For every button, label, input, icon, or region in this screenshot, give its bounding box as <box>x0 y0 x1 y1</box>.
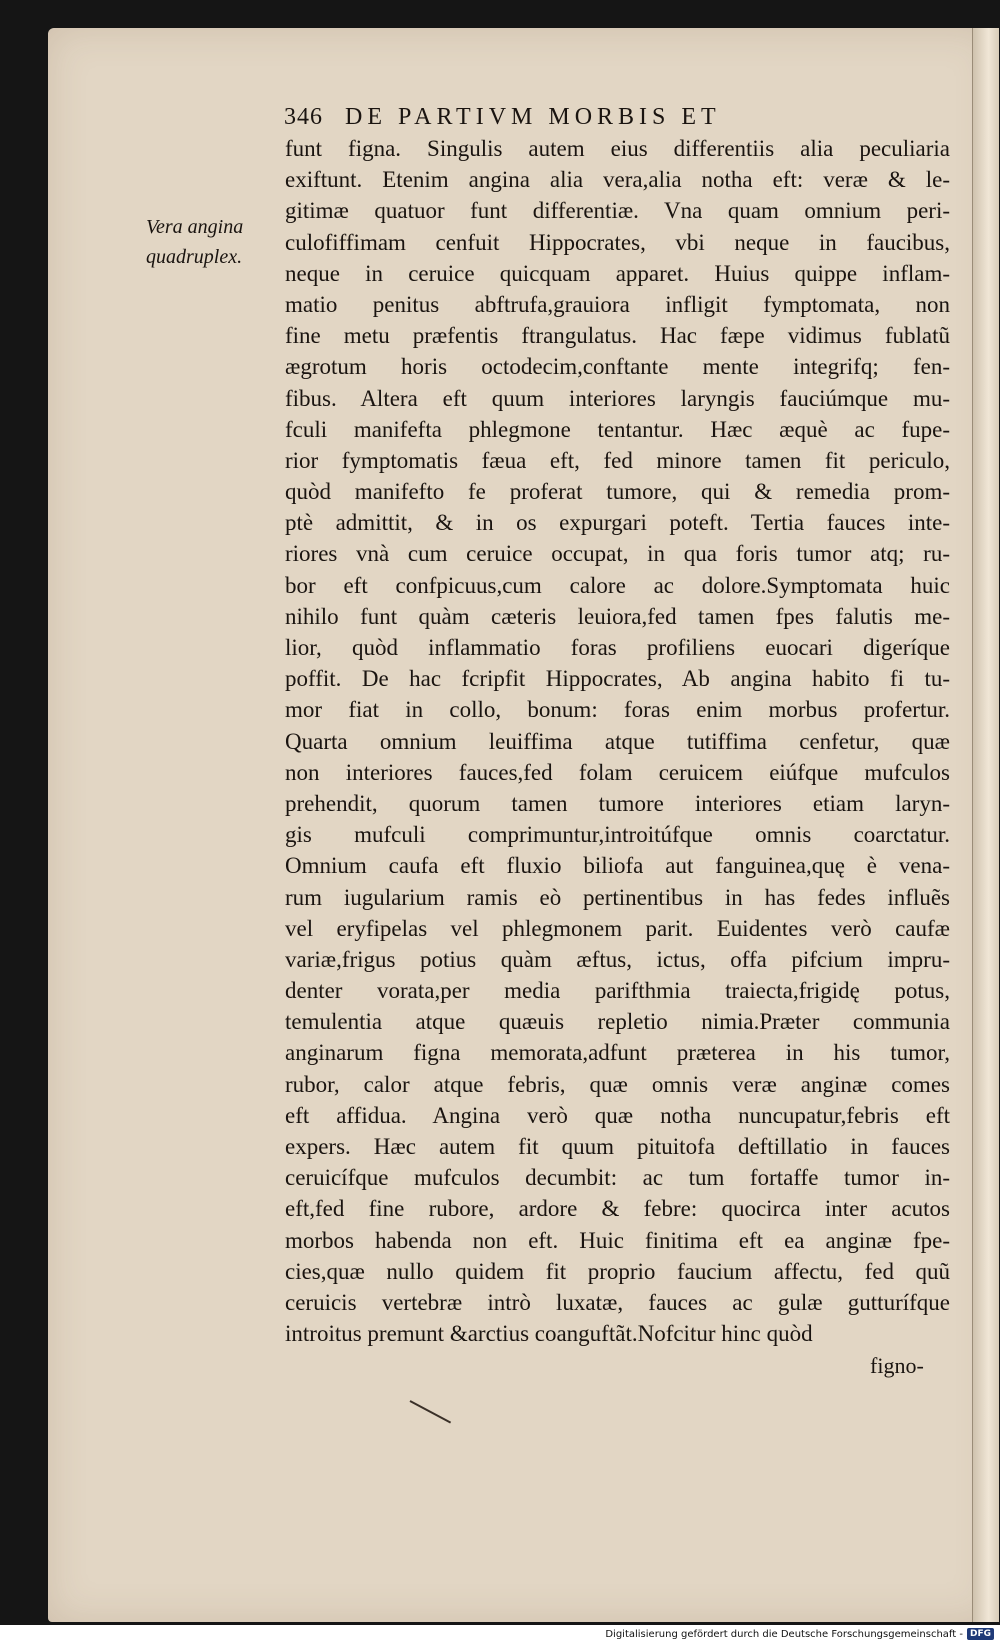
text-line: fibus. Altera eft quum interiores laryngis fauciúmque mu- <box>285 385 950 411</box>
text-line: lior, quòd inflammatio foras profiliens euocari digeríque <box>285 635 950 660</box>
text-line: quòd manifefto fe proferat tumore, qui & remedia prom- <box>285 479 950 505</box>
text-line: variæ,frigus potius quàm æftus, ictus, offa pifcium impru- <box>285 946 950 972</box>
text-line: gis mufculi comprimuntur,introitúfque omnis coarctatur. <box>285 822 950 848</box>
text-line: rior fymptomatis fæua eft, fed minore tamen fit periculo, <box>285 447 950 473</box>
text-line: ptè admittit, & in os expurgari poteft. Tertia fauces inte- <box>285 510 950 536</box>
catchword: figno- <box>870 1353 924 1378</box>
text-line: poffit. De hac fcripfit Hippocrates, Ab angina habito fi tu- <box>285 666 950 692</box>
text-line: fculi manifefta phlegmone tentantur. Hæc æquè ac fupe- <box>285 416 950 442</box>
margin-note-line: Vera angina <box>146 216 244 238</box>
text-line: anginarum figna memorata,adfunt præterea in his tumor, <box>285 1040 950 1066</box>
dfg-logo: DFG <box>967 1628 994 1640</box>
running-title: DE PARTIVM MORBIS ET <box>345 104 721 130</box>
body-text <box>285 133 950 1349</box>
text-line: prehendit, quorum tamen tumore interiores etiam laryn- <box>285 790 950 816</box>
text-line: fine metu præfentis ftrangulatus. Hac fæpe vidimus fublatũ <box>285 323 950 349</box>
text-line: neque in ceruice quicquam apparet. Huius quippe inflam- <box>285 260 950 286</box>
text-line: rum iugularium ramis eò pertinentibus in has fedes influẽs <box>285 884 950 910</box>
page-number: 346 <box>284 104 323 130</box>
text-line: exiftunt. Etenim angina alia vera,alia notha eft: veræ & le- <box>285 167 950 193</box>
text-line: nihilo funt quàm cæteris leuiora,fed tamen fpes falutis me- <box>285 603 950 629</box>
text-line: morbos habenda non eft. Huic finitima eft ea anginæ fpe- <box>285 1227 950 1253</box>
text-line: vel eryfipelas vel phlegmonem parit. Euidentes verò caufæ <box>285 915 950 941</box>
text-line: ceruicis vertebræ intrò luxatæ, fauces ac gulæ gutturífque <box>285 1289 950 1315</box>
text-line: expers. Hæc autem fit quum pituitofa deftillatio in fauces <box>285 1134 950 1159</box>
text-line: rubor, calor atque febris, quæ omnis veræ anginæ comes <box>285 1071 950 1097</box>
text-line: riores vnà cum ceruice occupat, in qua foris tumor atq; ru- <box>285 541 950 567</box>
text-line: matio penitus abftrufa,grauiora infligit fymptomata, non <box>285 291 950 317</box>
text-line: Omnium caufa eft fluxio biliofa aut fanguinea,quę è vena- <box>285 853 950 879</box>
text-line: eft affidua. Angina verò quæ notha nuncupatur,febris eft <box>285 1102 950 1128</box>
text-line: cies,quæ nullo quidem fit proprio faucium affectu, fed quũ <box>285 1258 950 1284</box>
text-line: denter vorata,per media parifthmia traiecta,frigidę potus, <box>285 978 950 1004</box>
margin-note <box>146 212 243 272</box>
text-line: gitimæ quatuor funt differentiæ. Vna quam omnium peri- <box>285 198 950 224</box>
running-header <box>284 104 954 131</box>
text-line: mor fiat in collo, bonum: foras enim morbus profertur. <box>285 697 950 723</box>
text-line: Quarta omnium leuiffima atque tutiffima cenfetur, quæ <box>285 728 950 754</box>
text-line: funt figna. Singulis autem eius differentiis alia peculiaria <box>285 136 950 161</box>
text-line: bor eft confpicuus,cum calore ac dolore.Symptomata huic <box>285 572 950 598</box>
text-line: eft,fed fine rubore, ardore & febre: quocirca inter acutos <box>285 1196 950 1222</box>
margin-note-line: quadruplex. <box>146 246 243 268</box>
text-line: culofiffimam cenfuit Hippocrates, vbi neque in faucibus, <box>285 229 950 255</box>
text-line: non interiores fauces,fed folam ceruicem eiúfque mufculos <box>285 759 950 785</box>
footer-credit: Digitalisierung gefördert durch die Deutsche Forschungsgemeinschaft - <box>605 1628 963 1640</box>
text-line: temulentia atque quæuis repletio nimia.Præter communia <box>285 1009 950 1035</box>
text-line: ceruicífque mufculos decumbit: ac tum fortaffe tumor in- <box>285 1165 950 1191</box>
text-line: ægrotum horis octodecim,conftante mente integrifq; fen- <box>285 354 950 380</box>
digitization-footer <box>605 1626 994 1642</box>
page-edge <box>972 28 999 1622</box>
text-line: introitus premunt &arctius coanguftãt.Nofcitur hinc quòd <box>285 1321 813 1347</box>
